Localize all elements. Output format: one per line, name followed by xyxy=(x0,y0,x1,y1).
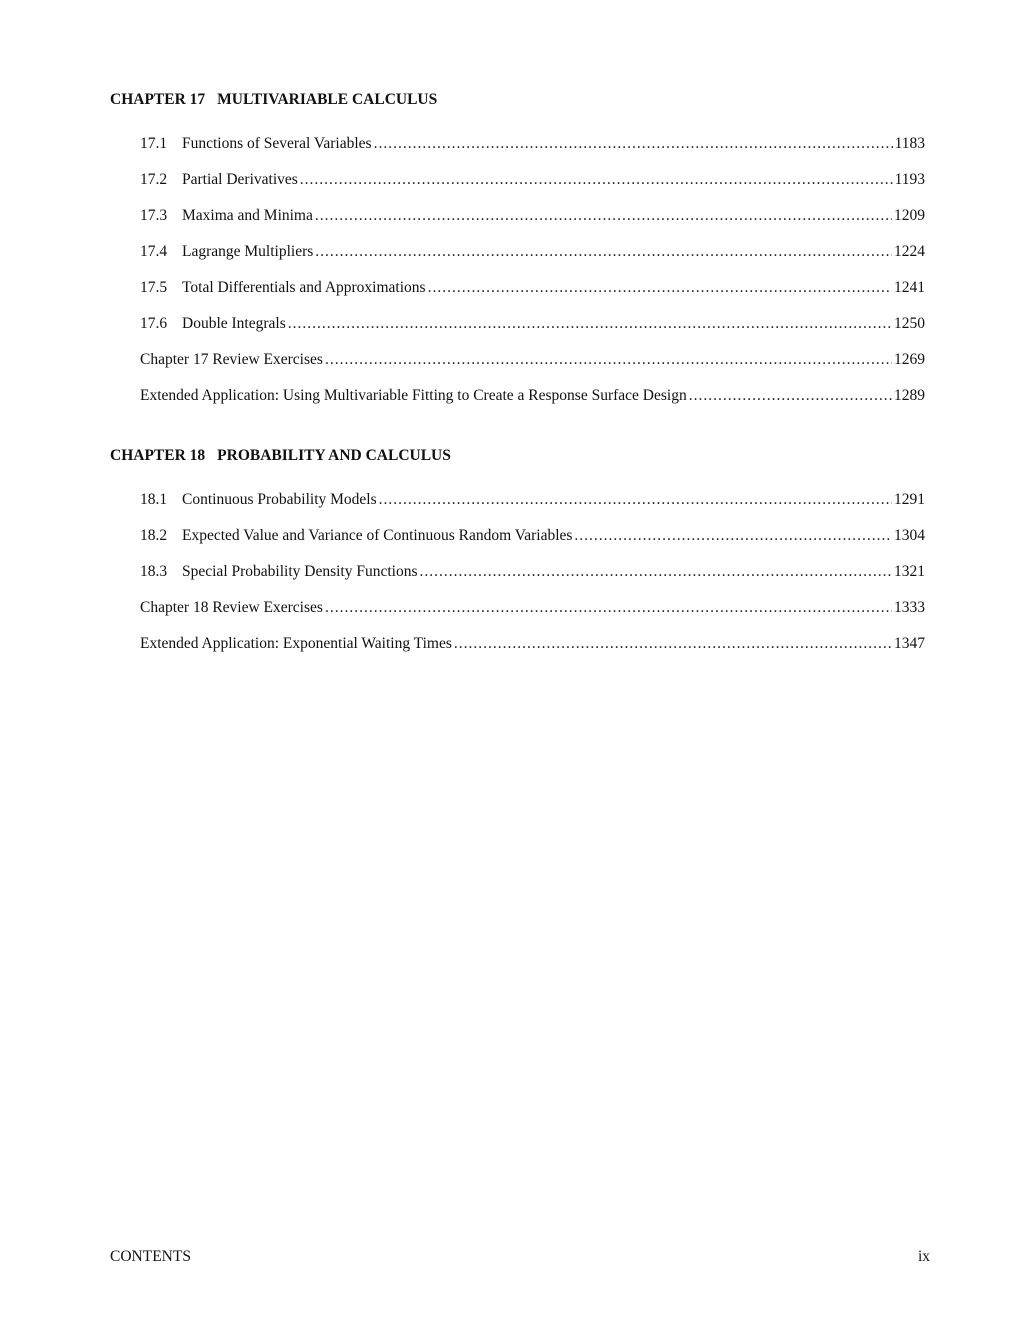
page-number: 1333 xyxy=(894,599,925,616)
page-number: 1304 xyxy=(894,527,925,544)
section-number: 18.3 xyxy=(140,563,168,580)
section-title: Double Integrals xyxy=(182,315,286,332)
section-title: Functions of Several Variables xyxy=(182,135,372,152)
dot-leader xyxy=(379,482,892,518)
section-number: 17.4 xyxy=(140,243,168,260)
section-title: Chapter 18 Review Exercises xyxy=(140,599,323,616)
page-number: 1241 xyxy=(894,279,925,296)
chapter-number: CHAPTER 17 xyxy=(110,91,206,108)
section-title: Partial Derivatives xyxy=(182,171,298,188)
footer-section-label: CONTENTS xyxy=(110,1248,191,1265)
dot-leader xyxy=(374,126,893,162)
toc-entry-17-2[interactable] xyxy=(110,162,925,198)
page-number: 1289 xyxy=(894,387,925,404)
footer-page-number: ix xyxy=(917,1248,930,1265)
section-number: 17.6 xyxy=(140,315,168,332)
page-number: 1291 xyxy=(894,491,925,508)
toc-entry-17-1[interactable] xyxy=(110,126,925,162)
section-number: 18.1 xyxy=(140,491,168,508)
toc-entry-17-4[interactable] xyxy=(110,234,925,270)
chapter-18-section xyxy=(110,446,925,662)
section-number: 18.2 xyxy=(140,527,168,544)
dot-leader xyxy=(288,306,892,342)
page-number: 1209 xyxy=(894,207,925,224)
dot-leader xyxy=(300,162,893,198)
page-number: 1193 xyxy=(894,171,925,188)
dot-leader xyxy=(315,234,892,270)
page-number: 1269 xyxy=(894,351,925,368)
toc-entry-18-3[interactable] xyxy=(110,554,925,590)
page-number: 1321 xyxy=(894,563,925,580)
toc-entry-18-review[interactable] xyxy=(110,590,925,626)
toc-entry-17-6[interactable] xyxy=(110,306,925,342)
dot-leader xyxy=(325,342,892,378)
dot-leader xyxy=(574,518,892,554)
toc-entry-17-extended[interactable] xyxy=(110,378,925,414)
section-title: Extended Application: Using Multivariable Fitting to Create a Response Surface Design xyxy=(140,387,687,404)
section-number: 17.1 xyxy=(140,135,168,152)
toc-entry-18-1[interactable] xyxy=(110,482,925,518)
section-title: Lagrange Multipliers xyxy=(182,243,314,260)
chapter-title: PROBABILITY AND CALCULUS xyxy=(217,447,451,464)
section-title: Chapter 17 Review Exercises xyxy=(140,351,323,368)
section-title: Extended Application: Exponential Waiting Times xyxy=(140,635,452,652)
section-title: Total Differentials and Approximations xyxy=(182,279,426,296)
toc-entry-17-review[interactable] xyxy=(110,342,925,378)
chapter-heading xyxy=(110,90,925,110)
dot-leader xyxy=(325,590,892,626)
page-footer xyxy=(110,1247,930,1267)
toc-entry-18-extended[interactable] xyxy=(110,626,925,662)
section-title: Continuous Probability Models xyxy=(182,491,377,508)
chapter-number: CHAPTER 18 xyxy=(110,447,206,464)
page-number: 1224 xyxy=(894,243,925,260)
section-title: Expected Value and Variance of Continuous Random Variables xyxy=(182,527,573,544)
dot-leader xyxy=(315,198,892,234)
dot-leader xyxy=(428,270,892,306)
section-number: 17.2 xyxy=(140,171,168,188)
dot-leader xyxy=(454,626,892,662)
dot-leader xyxy=(689,378,892,414)
page-number: 1250 xyxy=(894,315,925,332)
section-number: 17.3 xyxy=(140,207,168,224)
toc-entry-18-2[interactable] xyxy=(110,518,925,554)
section-title: Special Probability Density Functions xyxy=(182,563,418,580)
chapter-17-section xyxy=(110,90,925,414)
toc-entry-17-3[interactable] xyxy=(110,198,925,234)
toc-entry-17-5[interactable] xyxy=(110,270,925,306)
section-title: Maxima and Minima xyxy=(182,207,313,224)
page-number: 1183 xyxy=(894,135,925,152)
page-number: 1347 xyxy=(894,635,925,652)
chapter-title: MULTIVARIABLE CALCULUS xyxy=(217,91,438,108)
section-number: 17.5 xyxy=(140,279,168,296)
dot-leader xyxy=(420,554,893,590)
chapter-heading xyxy=(110,446,925,466)
